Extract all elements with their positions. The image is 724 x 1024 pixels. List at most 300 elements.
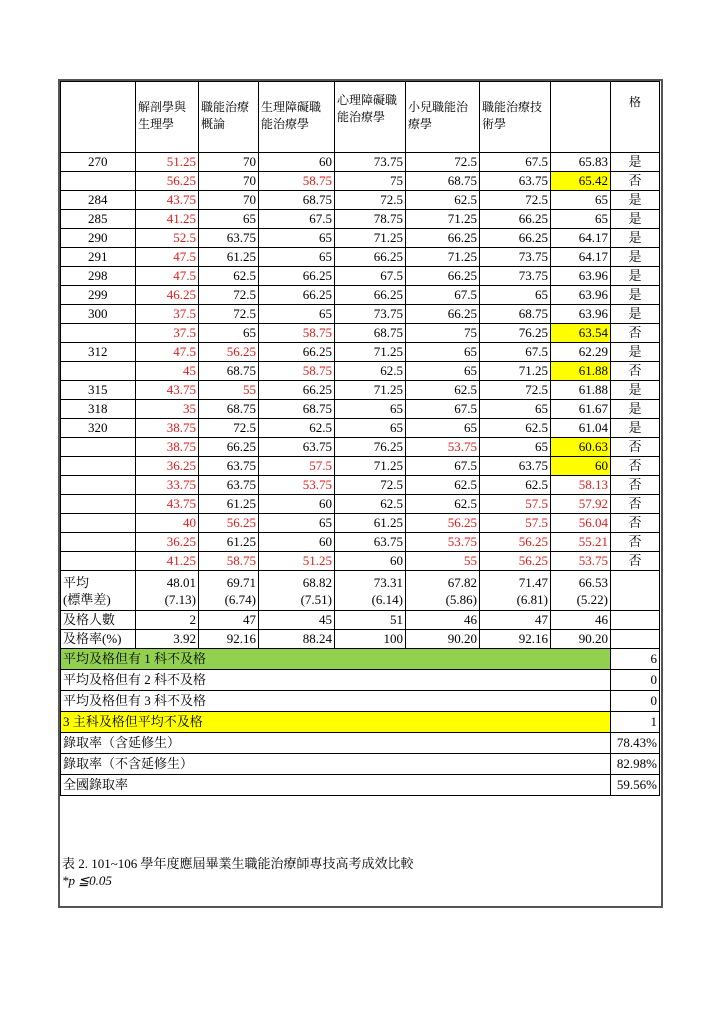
sd-value: (7.13) <box>164 591 196 607</box>
empty-cell <box>611 611 660 630</box>
header-cell: 心理障礙職能治療學 <box>335 82 406 153</box>
table-row <box>61 229 660 248</box>
mean-cell <box>136 571 199 611</box>
table-row <box>61 457 660 476</box>
average-cell: 64.17 <box>551 248 611 267</box>
summary-label: 全國錄取率 <box>61 775 611 796</box>
average-cell: 65 <box>551 210 611 229</box>
score-cell: 47.5 <box>136 248 199 267</box>
score-cell: 71.25 <box>335 229 406 248</box>
significance-note: *p ≦0.05 <box>62 873 112 888</box>
average-cell: 61.88 <box>551 362 611 381</box>
score-cell: 73.75 <box>335 305 406 324</box>
average-cell: 63.54 <box>551 324 611 343</box>
score-cell: 66.25 <box>480 229 551 248</box>
table-row <box>61 476 660 495</box>
score-cell: 43.75 <box>136 495 199 514</box>
stat-cell: 46 <box>551 611 611 630</box>
stat-cell: 47 <box>199 611 259 630</box>
score-cell: 63.75 <box>199 457 259 476</box>
stat-cell: 46 <box>406 611 480 630</box>
pass-cell: 否 <box>611 495 660 514</box>
summary-row <box>61 691 660 712</box>
pass-cell: 是 <box>611 153 660 172</box>
table-row <box>61 267 660 286</box>
score-cell: 58.75 <box>199 552 259 571</box>
average-cell: 65 <box>551 191 611 210</box>
mean-value: 48.01 <box>166 574 196 590</box>
table-row <box>61 362 660 381</box>
pass-cell: 否 <box>611 324 660 343</box>
summary-label: 平均及格但有 3 科不及格 <box>61 691 611 712</box>
table-row <box>61 552 660 571</box>
sd-value: (6.14) <box>371 591 403 607</box>
score-cell: 60 <box>259 495 335 514</box>
header-cell: 職能治療技術學 <box>480 82 551 153</box>
score-cell: 68.75 <box>335 324 406 343</box>
sd-value: (5.22) <box>576 591 608 607</box>
score-cell: 66.25 <box>335 286 406 305</box>
table-row <box>61 286 660 305</box>
score-cell: 61.25 <box>335 514 406 533</box>
score-cell: 62.5 <box>335 362 406 381</box>
score-cell: 56.25 <box>136 172 199 191</box>
pass-cell: 否 <box>611 457 660 476</box>
score-cell: 56.25 <box>199 343 259 362</box>
score-cell: 65 <box>199 324 259 343</box>
average-cell: 61.67 <box>551 400 611 419</box>
score-cell: 68.75 <box>259 191 335 210</box>
score-cell: 63.75 <box>480 172 551 191</box>
pass-cell: 是 <box>611 248 660 267</box>
average-cell: 55.21 <box>551 533 611 552</box>
score-cell: 66.25 <box>259 381 335 400</box>
table-row <box>61 514 660 533</box>
header-cell <box>61 82 136 153</box>
score-cell: 67.5 <box>335 267 406 286</box>
student-id-cell: 270 <box>61 153 136 172</box>
score-cell: 65 <box>199 210 259 229</box>
score-cell: 56.25 <box>480 533 551 552</box>
mean-cell <box>335 571 406 611</box>
stat-cell: 92.16 <box>199 630 259 649</box>
pass-cell: 否 <box>611 552 660 571</box>
student-id-cell <box>61 172 136 191</box>
student-id-cell <box>61 514 136 533</box>
score-cell: 41.25 <box>136 210 199 229</box>
student-id-cell: 318 <box>61 400 136 419</box>
score-cell: 62.5 <box>406 495 480 514</box>
mean-value: 67.82 <box>447 574 477 590</box>
score-cell: 65 <box>480 400 551 419</box>
pass-cell: 否 <box>611 362 660 381</box>
score-cell: 45 <box>136 362 199 381</box>
score-cell: 71.25 <box>335 457 406 476</box>
header-row <box>61 82 660 153</box>
row-label: 及格人數 <box>61 611 136 630</box>
score-cell: 65 <box>406 362 480 381</box>
student-id-cell: 298 <box>61 267 136 286</box>
pass-cell: 是 <box>611 267 660 286</box>
score-cell: 72.5 <box>199 286 259 305</box>
student-id-cell <box>61 476 136 495</box>
score-cell: 75 <box>335 172 406 191</box>
header-cell <box>551 82 611 153</box>
score-cell: 47.5 <box>136 343 199 362</box>
header-cell: 小兒職能治療學 <box>406 82 480 153</box>
score-cell: 36.25 <box>136 457 199 476</box>
score-cell: 72.5 <box>199 419 259 438</box>
student-id-cell <box>61 495 136 514</box>
summary-label: 3 主科及格但平均不及格 <box>61 712 611 733</box>
table-row <box>61 324 660 343</box>
score-cell: 65 <box>259 248 335 267</box>
score-cell: 66.25 <box>199 438 259 457</box>
score-cell: 47.5 <box>136 267 199 286</box>
score-cell: 38.75 <box>136 419 199 438</box>
average-cell: 62.29 <box>551 343 611 362</box>
score-cell: 71.25 <box>480 362 551 381</box>
summary-row <box>61 733 660 754</box>
score-cell: 71.25 <box>335 343 406 362</box>
table-row <box>61 210 660 229</box>
summary-value: 0 <box>611 670 660 691</box>
student-id-cell <box>61 552 136 571</box>
score-cell: 65 <box>335 400 406 419</box>
score-cell: 57.5 <box>259 457 335 476</box>
pass-cell: 是 <box>611 419 660 438</box>
score-cell: 55 <box>199 381 259 400</box>
average-cell: 60.63 <box>551 438 611 457</box>
summary-value: 1 <box>611 712 660 733</box>
score-cell: 56.25 <box>480 552 551 571</box>
student-id-cell: 315 <box>61 381 136 400</box>
stat-cell: 45 <box>259 611 335 630</box>
score-cell: 67.5 <box>406 400 480 419</box>
score-cell: 65 <box>259 514 335 533</box>
score-cell: 63.75 <box>199 476 259 495</box>
stat-cell: 2 <box>136 611 199 630</box>
stat-cell: 90.20 <box>406 630 480 649</box>
score-cell: 65 <box>335 419 406 438</box>
score-cell: 68.75 <box>480 305 551 324</box>
score-cell: 65 <box>480 286 551 305</box>
score-cell: 57.5 <box>480 495 551 514</box>
summary-value: 6 <box>611 649 660 670</box>
average-cell: 63.96 <box>551 305 611 324</box>
score-cell: 36.25 <box>136 533 199 552</box>
sd-value: (6.74) <box>224 591 256 607</box>
average-cell: 63.96 <box>551 267 611 286</box>
score-cell: 72.5 <box>480 191 551 210</box>
score-cell: 61.25 <box>199 533 259 552</box>
score-cell: 62.5 <box>199 267 259 286</box>
average-cell: 60 <box>551 457 611 476</box>
score-cell: 72.5 <box>480 381 551 400</box>
table-row <box>61 495 660 514</box>
score-cell: 66.25 <box>259 286 335 305</box>
score-cell: 68.75 <box>199 400 259 419</box>
mean-cell <box>551 571 611 611</box>
score-cell: 66.25 <box>480 210 551 229</box>
score-cell: 73.75 <box>480 248 551 267</box>
table-row <box>61 419 660 438</box>
sd-value: (6.81) <box>516 591 548 607</box>
score-cell: 60 <box>335 552 406 571</box>
header-cell: 解剖學與生理學 <box>136 82 199 153</box>
score-cell: 38.75 <box>136 438 199 457</box>
summary-value: 0 <box>611 691 660 712</box>
score-cell: 57.5 <box>480 514 551 533</box>
pass-cell: 否 <box>611 438 660 457</box>
score-cell: 71.25 <box>406 248 480 267</box>
score-cell: 66.25 <box>406 305 480 324</box>
pass-cell: 否 <box>611 514 660 533</box>
score-cell: 72.5 <box>335 476 406 495</box>
pass-cell: 是 <box>611 286 660 305</box>
score-cell: 68.75 <box>259 400 335 419</box>
student-id-cell: 299 <box>61 286 136 305</box>
pass-cell: 否 <box>611 476 660 495</box>
average-cell: 65.42 <box>551 172 611 191</box>
mean-label-cell <box>61 571 136 611</box>
score-cell: 75 <box>406 324 480 343</box>
mean-value: 66.53 <box>578 574 608 590</box>
stat-cell: 92.16 <box>480 630 551 649</box>
score-cell: 67.5 <box>406 286 480 305</box>
student-id-cell <box>61 533 136 552</box>
mean-value: 71.47 <box>518 574 548 590</box>
average-cell: 53.75 <box>551 552 611 571</box>
score-cell: 73.75 <box>335 153 406 172</box>
sd-value: (5.86) <box>445 591 477 607</box>
table-row <box>61 381 660 400</box>
pass-count-row <box>61 611 660 630</box>
score-cell: 37.5 <box>136 305 199 324</box>
summary-row <box>61 670 660 691</box>
sd-value: (7.51) <box>300 591 332 607</box>
stat-cell: 90.20 <box>551 630 611 649</box>
score-cell: 67.5 <box>259 210 335 229</box>
student-id-cell <box>61 438 136 457</box>
student-id-cell <box>61 362 136 381</box>
score-cell: 62.5 <box>406 191 480 210</box>
average-cell: 58.13 <box>551 476 611 495</box>
score-cell: 65 <box>406 343 480 362</box>
score-cell: 51.25 <box>136 153 199 172</box>
student-id-cell: 284 <box>61 191 136 210</box>
student-id-cell <box>61 457 136 476</box>
score-cell: 62.5 <box>480 476 551 495</box>
table-row <box>61 343 660 362</box>
summary-label: 錄取率（含延修生） <box>61 733 611 754</box>
pass-cell: 是 <box>611 343 660 362</box>
empty-cell <box>611 571 660 611</box>
score-cell: 65 <box>259 229 335 248</box>
score-cell: 43.75 <box>136 381 199 400</box>
score-cell: 65 <box>259 305 335 324</box>
summary-label: 錄取率（不含延修生） <box>61 754 611 775</box>
pass-cell: 是 <box>611 229 660 248</box>
score-cell: 66.25 <box>259 343 335 362</box>
table-row <box>61 172 660 191</box>
score-cell: 67.5 <box>406 457 480 476</box>
score-cell: 63.75 <box>335 533 406 552</box>
score-cell: 58.75 <box>259 324 335 343</box>
pass-cell: 是 <box>611 191 660 210</box>
score-cell: 76.25 <box>335 438 406 457</box>
score-cell: 62.5 <box>406 476 480 495</box>
score-cell: 72.5 <box>335 191 406 210</box>
score-cell: 65 <box>406 419 480 438</box>
header-cell: 格 <box>611 82 660 153</box>
mean-row <box>61 571 660 611</box>
student-id-cell <box>61 324 136 343</box>
score-cell: 41.25 <box>136 552 199 571</box>
mean-cell <box>259 571 335 611</box>
table-row <box>61 248 660 267</box>
score-cell: 56.25 <box>406 514 480 533</box>
score-cell: 61.25 <box>199 495 259 514</box>
mean-cell <box>406 571 480 611</box>
summary-value: 82.98% <box>611 754 660 775</box>
score-cell: 46.25 <box>136 286 199 305</box>
student-id-cell: 285 <box>61 210 136 229</box>
mean-value: 68.82 <box>302 574 332 590</box>
stat-cell: 100 <box>335 630 406 649</box>
score-cell: 78.75 <box>335 210 406 229</box>
score-cell: 70 <box>199 153 259 172</box>
score-cell: 33.75 <box>136 476 199 495</box>
score-cell: 62.5 <box>406 381 480 400</box>
score-table <box>60 81 660 796</box>
student-id-cell: 300 <box>61 305 136 324</box>
score-cell: 58.75 <box>259 362 335 381</box>
mean-cell <box>480 571 551 611</box>
student-id-cell: 291 <box>61 248 136 267</box>
score-cell: 62.5 <box>480 419 551 438</box>
score-cell: 76.25 <box>480 324 551 343</box>
score-cell: 66.25 <box>406 229 480 248</box>
score-cell: 63.75 <box>480 457 551 476</box>
sd-label: (標準差) <box>63 591 111 607</box>
score-cell: 62.5 <box>335 495 406 514</box>
summary-row <box>61 649 660 670</box>
table-row <box>61 305 660 324</box>
score-cell: 63.75 <box>199 229 259 248</box>
summary-row <box>61 712 660 733</box>
score-cell: 53.75 <box>406 533 480 552</box>
mean-cell <box>199 571 259 611</box>
summary-value: 59.56% <box>611 775 660 796</box>
score-cell: 66.25 <box>335 248 406 267</box>
score-cell: 37.5 <box>136 324 199 343</box>
stat-cell: 3.92 <box>136 630 199 649</box>
score-cell: 70 <box>199 172 259 191</box>
score-cell: 72.5 <box>406 153 480 172</box>
score-cell: 60 <box>259 533 335 552</box>
summary-label: 平均及格但有 2 科不及格 <box>61 670 611 691</box>
average-cell: 61.04 <box>551 419 611 438</box>
stat-cell: 51 <box>335 611 406 630</box>
score-cell: 66.25 <box>406 267 480 286</box>
average-cell: 65.83 <box>551 153 611 172</box>
score-cell: 68.75 <box>199 362 259 381</box>
score-cell: 67.5 <box>480 153 551 172</box>
score-cell: 61.25 <box>199 248 259 267</box>
score-cell: 60 <box>259 153 335 172</box>
score-cell: 73.75 <box>480 267 551 286</box>
pass-cell: 否 <box>611 533 660 552</box>
table-caption <box>62 855 414 889</box>
pass-rate-row <box>61 630 660 649</box>
pass-cell: 是 <box>611 210 660 229</box>
empty-cell <box>611 630 660 649</box>
score-cell: 43.75 <box>136 191 199 210</box>
score-cell: 68.75 <box>406 172 480 191</box>
score-cell: 72.5 <box>199 305 259 324</box>
average-cell: 56.04 <box>551 514 611 533</box>
stat-cell: 47 <box>480 611 551 630</box>
score-cell: 71.25 <box>335 381 406 400</box>
table-row <box>61 533 660 552</box>
pass-cell: 是 <box>611 400 660 419</box>
student-id-cell: 320 <box>61 419 136 438</box>
caption-title: 表 2. 101~106 學年度應屆畢業生職能治療師專技高考成效比較 <box>62 856 414 871</box>
score-cell: 65 <box>480 438 551 457</box>
score-cell: 63.75 <box>259 438 335 457</box>
score-cell: 70 <box>199 191 259 210</box>
score-cell: 67.5 <box>480 343 551 362</box>
table-row <box>61 438 660 457</box>
student-id-cell: 312 <box>61 343 136 362</box>
mean-label: 平均 <box>63 574 90 590</box>
mean-value: 69.71 <box>226 574 256 590</box>
pass-cell: 是 <box>611 305 660 324</box>
mean-value: 73.31 <box>373 574 403 590</box>
row-label: 及格率(%) <box>61 630 136 649</box>
score-cell: 40 <box>136 514 199 533</box>
score-cell: 66.25 <box>259 267 335 286</box>
average-cell: 57.92 <box>551 495 611 514</box>
stat-cell: 88.24 <box>259 630 335 649</box>
score-cell: 71.25 <box>406 210 480 229</box>
table-row <box>61 153 660 172</box>
score-cell: 55 <box>406 552 480 571</box>
score-cell: 52.5 <box>136 229 199 248</box>
score-cell: 56.25 <box>199 514 259 533</box>
score-cell: 53.75 <box>406 438 480 457</box>
header-cell: 生理障礙職能治療學 <box>259 82 335 153</box>
summary-row <box>61 775 660 796</box>
average-cell: 61.88 <box>551 381 611 400</box>
pass-cell: 是 <box>611 381 660 400</box>
score-cell: 53.75 <box>259 476 335 495</box>
score-cell: 58.75 <box>259 172 335 191</box>
average-cell: 64.17 <box>551 229 611 248</box>
summary-row <box>61 754 660 775</box>
score-cell: 62.5 <box>259 419 335 438</box>
score-cell: 51.25 <box>259 552 335 571</box>
pass-cell: 否 <box>611 172 660 191</box>
table-row <box>61 191 660 210</box>
student-id-cell: 290 <box>61 229 136 248</box>
summary-label: 平均及格但有 1 科不及格 <box>61 649 611 670</box>
header-cell: 職能治療概論 <box>199 82 259 153</box>
score-cell: 35 <box>136 400 199 419</box>
table-row <box>61 400 660 419</box>
average-cell: 63.96 <box>551 286 611 305</box>
